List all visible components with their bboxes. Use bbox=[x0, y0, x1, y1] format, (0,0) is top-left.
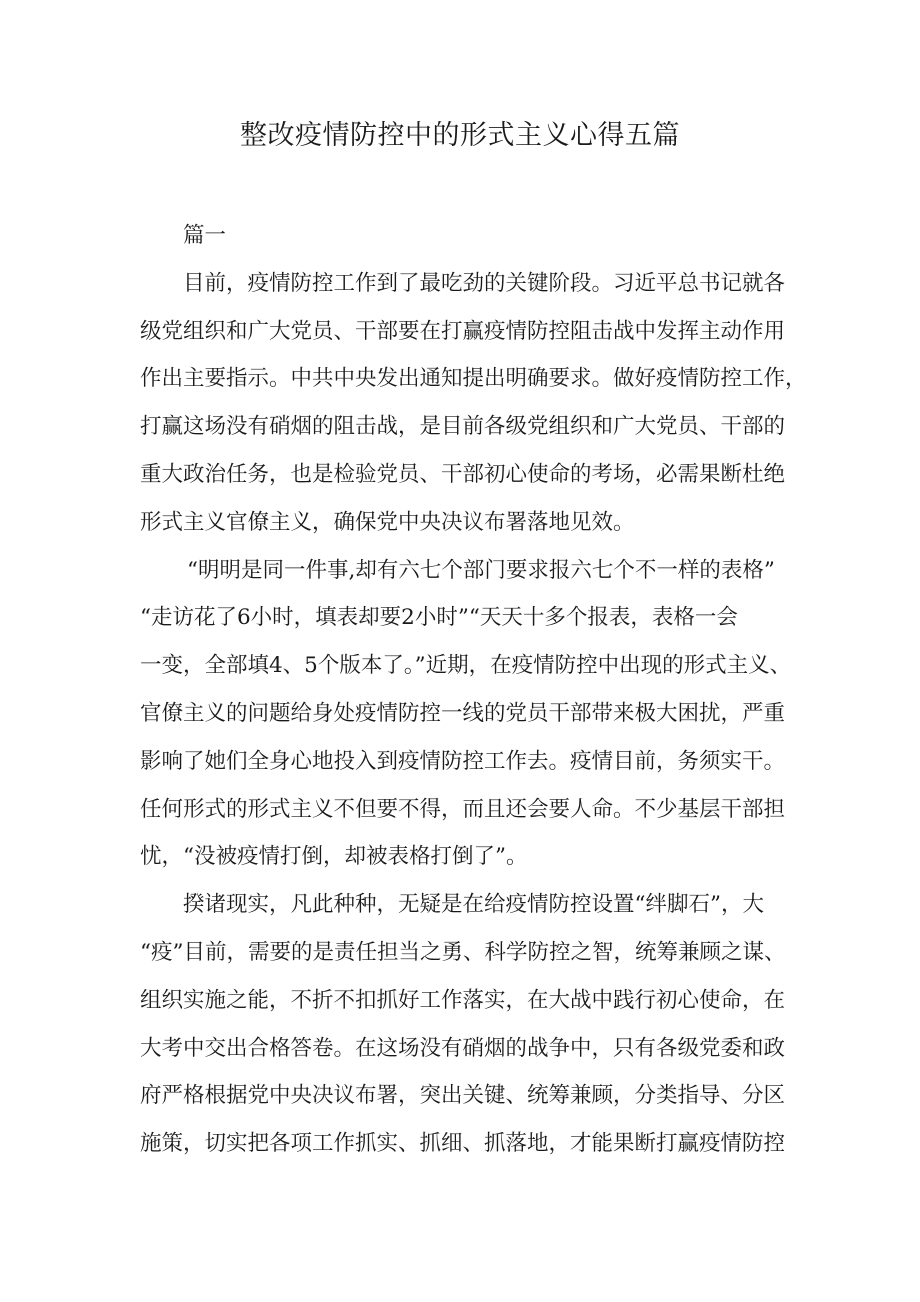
paragraph-line: 重大政治任务，也是检验党员、干部初心使命的考场，必需果断杜绝 bbox=[140, 461, 786, 487]
document-title: 整改疫情防控中的形式主义心得五篇 bbox=[240, 120, 680, 151]
paragraph-line: 府严格根据党中央决议布署，突出关键、统筹兼顾，分类指导、分区 bbox=[140, 1083, 786, 1109]
paragraph-line: 官僚主义的问题给身处疫情防控一线的党员干部带来极大困扰，严重 bbox=[140, 700, 786, 726]
section-heading: 篇一 bbox=[183, 223, 227, 248]
paragraph-line: 目前，疫情防控工作到了最吃劲的关键阶段。习近平总书记就各 bbox=[183, 270, 786, 296]
paragraph-line: 揆诸现实，凡此种种，无疑是在给疫情防控设置“绊脚石”，大 bbox=[183, 892, 764, 918]
paragraph-line: 形式主义官僚主义，确保党中央决议布署落地见效。 bbox=[140, 509, 635, 535]
document-body bbox=[140, 212, 807, 1168]
paragraph-line: 任何形式的形式主义不但要不得，而且还会要人命。不少基层干部担 bbox=[140, 796, 786, 822]
paragraph-line: 打赢这场没有硝烟的阻击战，是目前各级党组织和广大党员、干部的 bbox=[140, 414, 786, 440]
paragraph-line: 一变，全部填4、5个版本了。”近期，在疫情防控中出现的形式主义、 bbox=[140, 653, 792, 679]
paragraph-line: 组织实施之能，不折不扣抓好工作落实，在大战中践行初心使命，在 bbox=[140, 987, 786, 1013]
paragraph-line: “疫”目前，需要的是责任担当之勇、科学防控之智，统筹兼顾之谋、 bbox=[140, 939, 786, 965]
paragraph-line: 施策，切实把各项工作抓实、抓细、抓落地，才能果断打赢疫情防控 bbox=[140, 1131, 786, 1157]
paragraph-line: “走访花了6小时，填表却要2小时”“天天十多个报表，表格一会 bbox=[140, 605, 738, 631]
paragraph-line: 忧，“没被疫情打倒，却被表格打倒了”。 bbox=[140, 844, 528, 870]
paragraph-line: 作出主要指示。中共中央发出通知提出明确要求。做好疫情防控工作， bbox=[140, 366, 807, 392]
paragraph-line: 级党组织和广大党员、干部要在打赢疫情防控阻击战中发挥主动作用 bbox=[140, 318, 786, 344]
paragraph-line: “明明是同一件事,却有六七个部门要求报六七个不一样的表格” bbox=[187, 557, 775, 583]
paragraph-line: 影响了她们全身心地投入到疫情防控工作去。疫情目前，务须实干。 bbox=[140, 748, 786, 774]
paragraph-line: 大考中交出合格答卷。在这场没有硝烟的战争中，只有各级党委和政 bbox=[140, 1035, 786, 1061]
